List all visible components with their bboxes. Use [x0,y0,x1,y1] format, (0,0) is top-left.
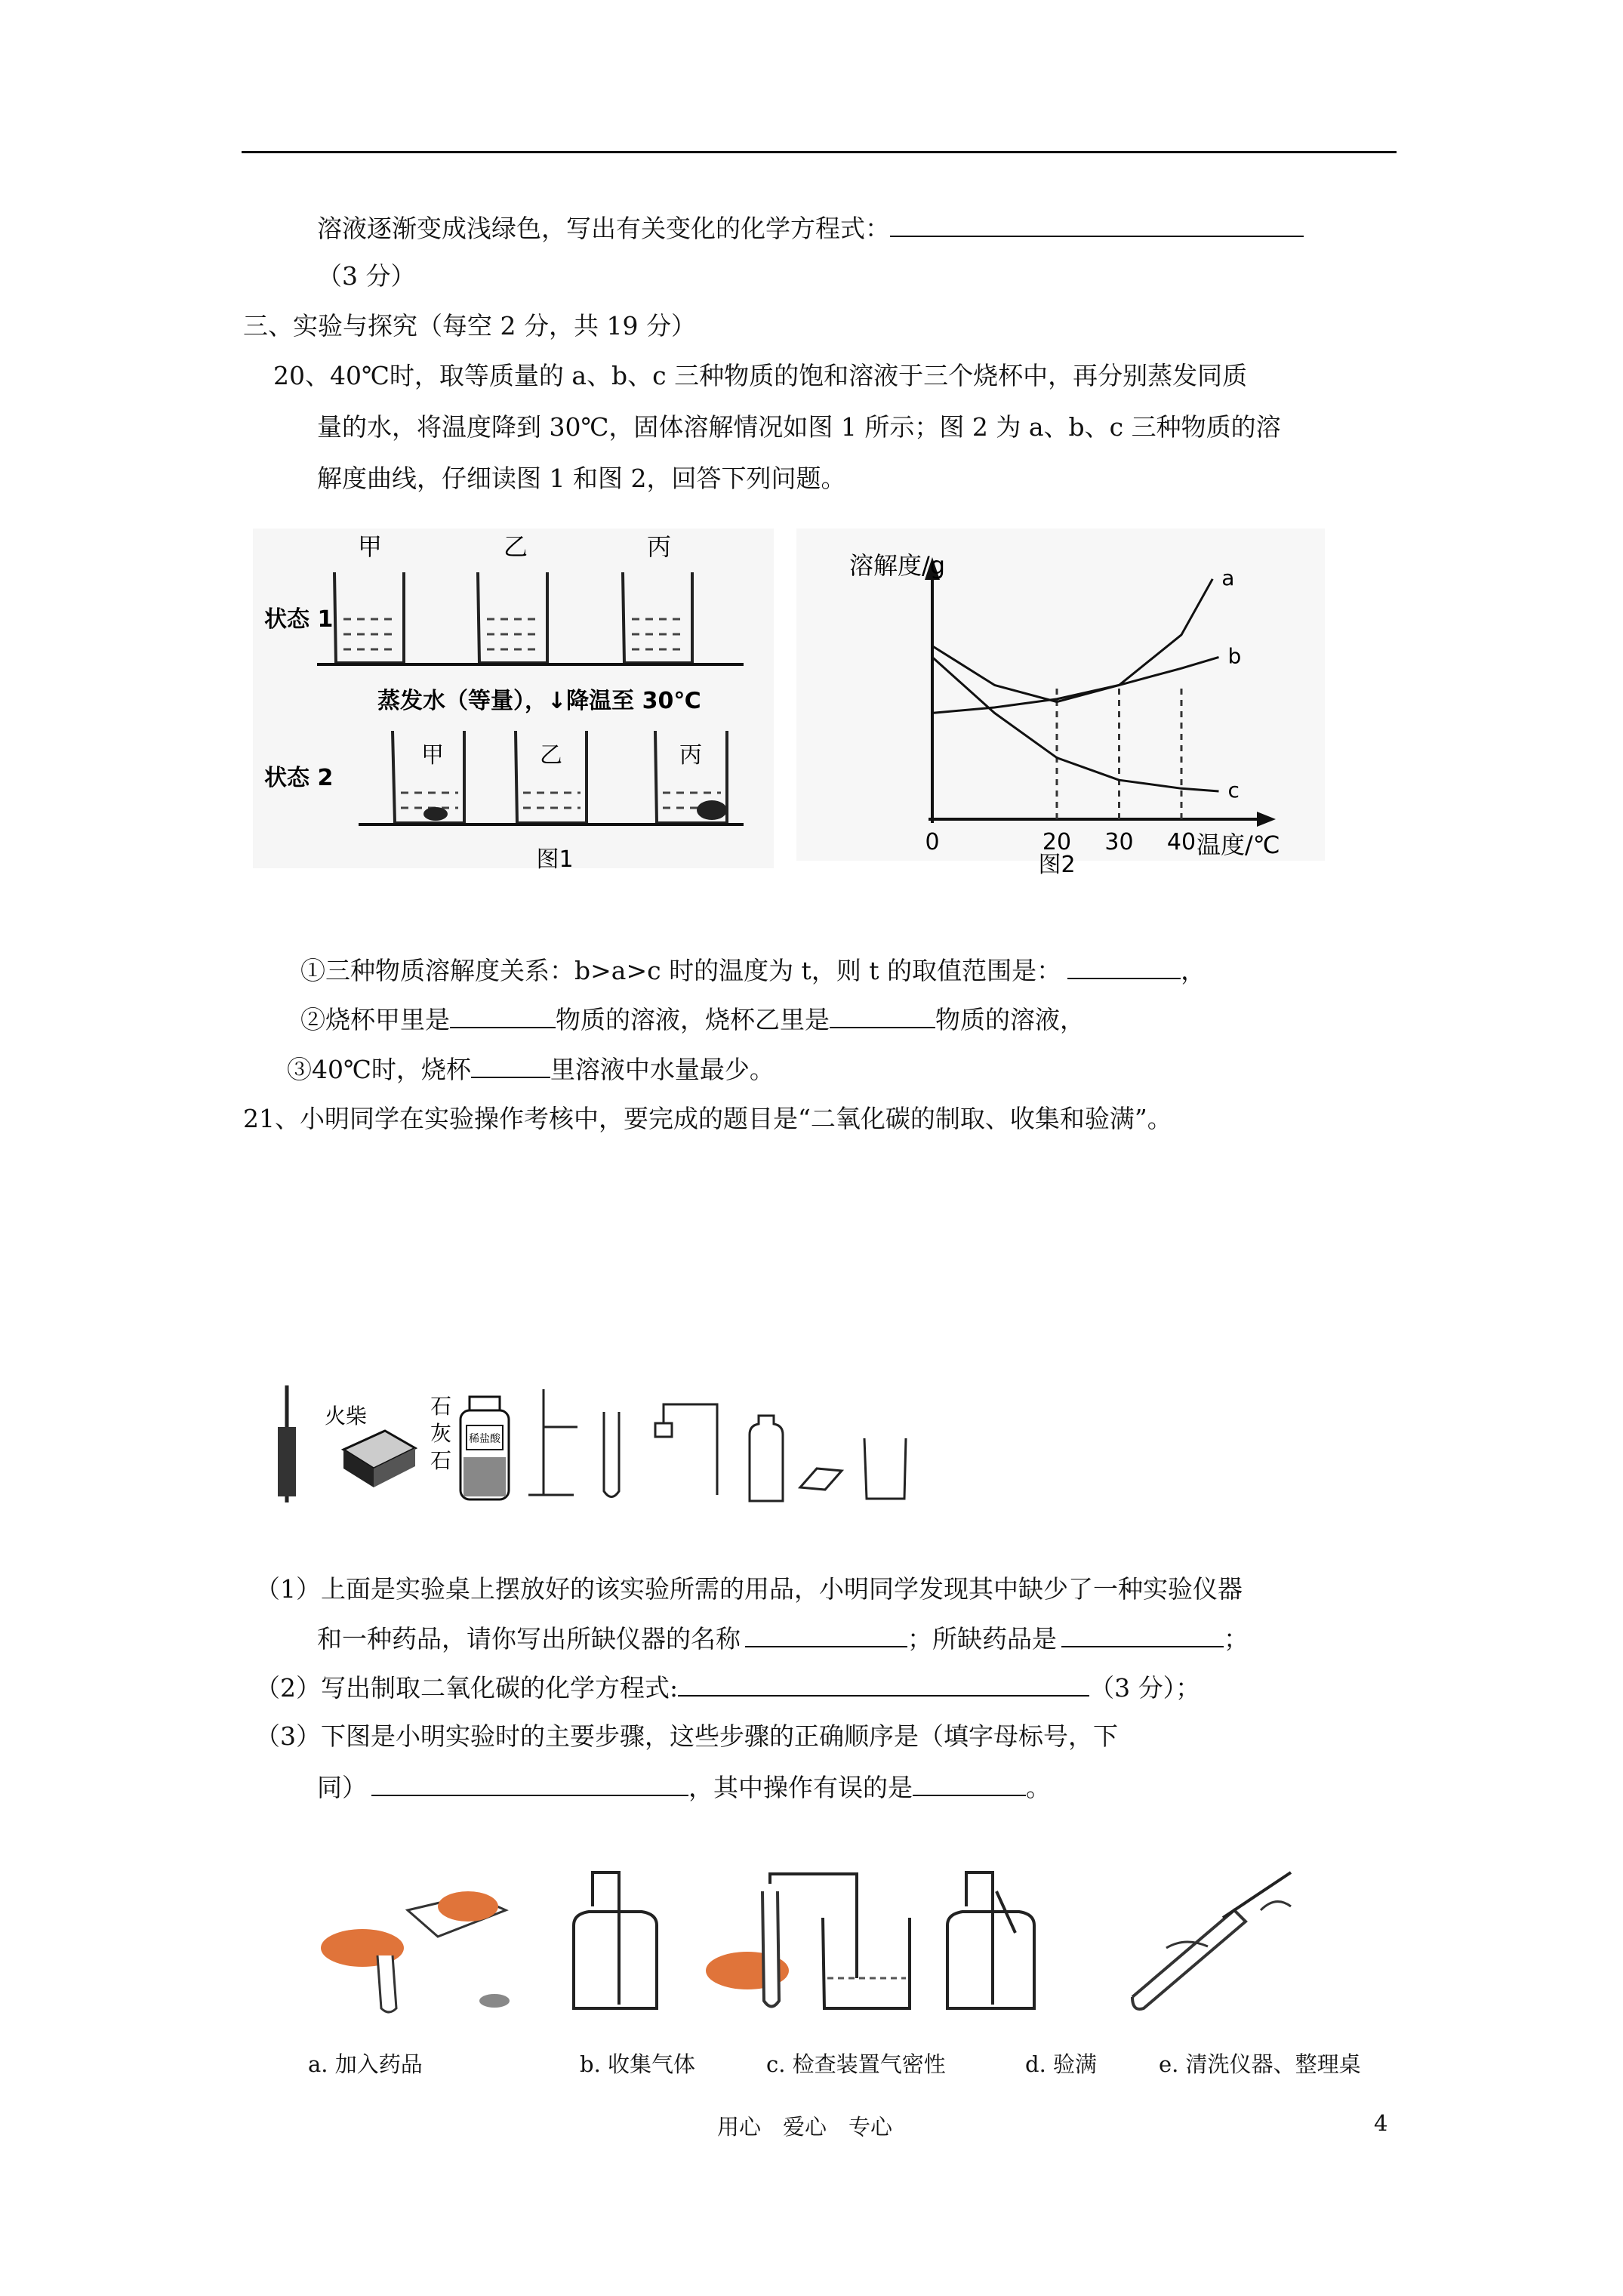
q21-part-3-text-c: ，其中操作有误的是 [688,1773,913,1802]
glass-slide-icon [800,1469,842,1490]
apparatus-row [272,1382,944,1533]
matchbox-icon [343,1431,415,1487]
q21-part-1-line-1: （1）上面是实验桌上摆放好的该实验所需的用品，小明同学发现其中缺少了一种实验仪器 [255,1574,1243,1604]
q20-sub-1-text: ①三种物质溶解度关系：b>a>c 时的温度为 t，则 t 的取值范围是： [300,956,1062,985]
q21-part-1-text-b: 和一种药品，请你写出所缺仪器的名称 [317,1624,741,1653]
q20-sub-3 [287,1054,775,1085]
q21-part-3-text-b: 同） [317,1773,367,1802]
iron-stand-icon [528,1389,577,1495]
q20-sub-3-text-b: 里溶液中水量最少。 [550,1055,775,1084]
answer-blank-wrong-step[interactable] [913,1772,1026,1796]
answer-blank-step-order[interactable] [371,1772,688,1796]
beaker-label-bing-2: 丙 [679,742,702,769]
step-caption-a [308,2048,423,2079]
q20-line-1: 20、40℃时，取等质量的 a、b、c 三种物质的饱和溶液于三个烧杯中，再分别蒸发同质 [273,361,1248,390]
answer-blank-least-water[interactable] [471,1054,550,1078]
page-number: 4 [1374,2110,1388,2136]
figure-2-caption: 图2 [1038,852,1076,878]
x-tick-label-20: 20 [1042,829,1072,855]
series-label-a: a [1221,565,1235,590]
answer-blank-t-range[interactable] [1067,955,1181,979]
thermometer-icon [278,1385,296,1502]
step-d-illustration [947,1872,1034,2008]
precipitate-jia [423,807,448,821]
beaker-label-bing: 丙 [646,532,672,561]
series-label-b: b [1227,643,1242,669]
figure-1 [245,521,789,883]
q21-part-3-text-d: 。 [1026,1773,1051,1802]
beaker-label-jia: 甲 [357,532,383,561]
score-note: （3 分） [317,261,416,291]
q21-stem: 21、小明同学在实验操作考核中，要完成的题目是“二氧化碳的制取、收集和验满”。 [243,1104,1172,1133]
header-rule [242,151,1397,153]
step-caption-c [766,2048,946,2079]
beaker-label-yi: 乙 [503,532,528,561]
q20-sub-2-text-c: 物质的溶液， [935,1005,1085,1034]
step-label-a: 加入药品 [334,2051,423,2077]
step-caption-e [1159,2048,1361,2079]
q20-sub-1 [300,955,1206,986]
step-letter-d: d. [1025,2051,1046,2077]
reagent-jar-icon [460,1397,509,1499]
state-1-label: 状态 1 [264,606,334,633]
x-tick-label-40: 40 [1166,829,1196,855]
figure-1-caption: 图1 [536,846,574,873]
process-label: 蒸发水（等量），↓降温至 30℃ [377,688,701,714]
line1-text: 溶液逐渐变成浅绿色，写出有关变化的化学方程式： [317,214,890,243]
step-a-illustration [321,1891,510,2012]
text-line-solution [317,213,1304,244]
step-c-illustration [706,1874,910,2008]
step-letter-a: a. [308,2051,328,2077]
stopper-tube-icon [655,1404,717,1495]
q21-part-2-text-b: （3 分）； [1089,1673,1201,1703]
y-axis-label: 溶解度/g [849,551,946,580]
q21-part-2 [255,1672,1200,1703]
answer-blank-equation-2[interactable] [678,1672,1089,1697]
answer-blank-equation-1[interactable] [890,213,1304,237]
q20-sub-2-text-b: 物质的溶液，烧杯乙里是 [556,1005,830,1034]
step-label-d: 验满 [1053,2051,1098,2077]
q21-part-2-text-a: （2）写出制取二氧化碳的化学方程式: [255,1673,679,1703]
x-tick-label-30: 30 [1104,829,1134,855]
limestone-label-3: 石 [430,1448,452,1473]
q20-sub-2-text-a: ②烧杯甲里是 [300,1005,450,1034]
q21-part-1-line-2 [317,1623,1249,1654]
q21-part-3-line-1: （3）下图是小明实验时的主要步骤，这些步骤的正确顺序是（填字母标号，下 [255,1721,1118,1751]
step-label-c: 检查装置气密性 [792,2051,946,2077]
step-caption-d [1025,2048,1097,2079]
beaker-label-yi-2: 乙 [540,742,562,769]
state-2-label: 状态 2 [264,765,334,791]
x-axis-label: 温度/℃ [1196,831,1280,859]
figure-2-solubility-chart [796,521,1340,883]
test-tube-icon [604,1412,619,1497]
step-label-e: 清洗仪器、整理桌 [1185,2051,1361,2077]
step-e-illustration [1132,1872,1291,2009]
step-caption-b [580,2048,695,2079]
limestone-label-1: 石 [430,1394,452,1419]
answer-blank-beaker-jia[interactable] [450,1004,556,1028]
q20-sub-1-end: ， [1181,956,1206,985]
limestone-label-2: 灰 [430,1421,452,1446]
step-letter-c: c. [766,2051,786,2077]
beaker-icon [864,1438,906,1499]
step-label-b: 收集气体 [608,2051,696,2077]
answer-blank-missing-instrument[interactable] [745,1623,907,1647]
step-letter-b: b. [580,2051,601,2077]
step-b-illustration [574,1872,657,2008]
section-heading-3: 三、实验与探究（每空 2 分，共 19 分） [243,311,696,341]
matches-label: 火柴 [325,1404,368,1428]
gas-bottle-icon [750,1416,783,1501]
series-label-c: c [1227,778,1240,803]
precipitate-bing [697,800,727,820]
q21-part-3-line-2 [317,1772,1051,1803]
answer-blank-missing-reagent[interactable] [1061,1623,1224,1647]
q21-part-1-text-c: ；所缺药品是 [907,1624,1057,1653]
q20-sub-2 [300,1004,1085,1035]
x-tick-label-0: 0 [925,829,940,855]
q20-sub-3-text-a: ③40℃时，烧杯 [287,1055,471,1084]
q20-line-3: 解度曲线，仔细读图 1 和图 2，回答下列问题。 [317,464,846,493]
answer-blank-beaker-yi[interactable] [830,1004,935,1028]
q20-line-2: 量的水，将温度降到 30℃，固体溶解情况如图 1 所示；图 2 为 a、b、c 三种物质的溶 [317,412,1281,442]
footer-motto: 用心 爱心 专心 [717,2114,893,2140]
q21-part-1-text-d: ； [1224,1624,1249,1653]
step-letter-e: e. [1159,2051,1179,2077]
jar-label: 稀盐酸 [469,1433,500,1445]
steps-illustrations [317,1865,1404,2016]
beaker-label-jia-2: 甲 [421,742,444,769]
